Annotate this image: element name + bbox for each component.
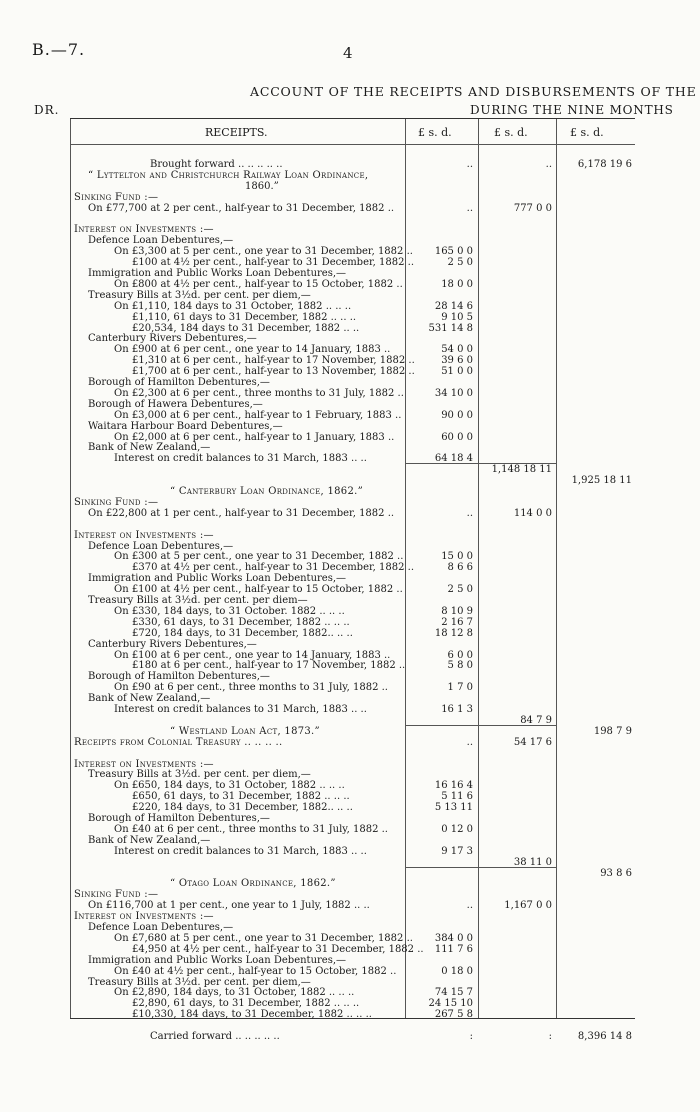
amount-c3: 6,178 19 6: [577, 159, 632, 170]
row-description: Interest on Investments :—: [74, 224, 214, 235]
row-description: £220, 184 days, to 31 December, 1882.. .. ..: [132, 802, 353, 813]
row-description: Immigration and Public Works Loan Debentures,—: [88, 955, 347, 966]
row-description: Bank of New Zealand,—: [88, 835, 211, 846]
row-description: Treasury Bills at 3½d. per cent. per diem,—: [88, 977, 311, 988]
row-description: On £100 at 6 per cent., one year to 14 January, 1883 ..: [114, 650, 391, 661]
amount-c1: ..: [466, 737, 473, 748]
subtotal-rule: [405, 867, 478, 868]
column-header-amount-3: £ s. d.: [570, 126, 604, 139]
amount-c2: 84 7 9: [520, 715, 552, 726]
account-title: ACCOUNT OF THE RECEIPTS AND DISBURSEMENTS OF THE: [250, 84, 697, 99]
row-description: Immigration and Public Works Loan Debentures,—: [88, 573, 347, 584]
row-description: £180 at 6 per cent., half-year to 17 November, 1882 ..: [132, 660, 406, 671]
row-description: £100 at 4½ per cent., half-year to 31 December, 1882 ..: [132, 257, 415, 268]
amount-c1: 24 15 10: [428, 998, 473, 1009]
amount-c1: 51 0 0: [441, 366, 473, 377]
row-description: Brought forward .. .. .. .. ..: [150, 159, 283, 170]
row-description: £330, 61 days, to 31 December, 1882 .. .. ..: [132, 617, 350, 628]
row-description: “ Lyttelton and Christchurch Railway Loan Ordinance,: [88, 170, 369, 181]
amount-c1: 2 5 0: [447, 584, 473, 595]
row-description: Canterbury Rivers Debentures,—: [88, 639, 257, 650]
row-description: £370 at 4½ per cent., half-year to 31 December, 1882 ..: [132, 562, 415, 573]
row-description: Waitara Harbour Board Debentures,—: [88, 421, 283, 432]
row-description: Carried forward .. .. .. .. ..: [150, 1031, 280, 1042]
amount-c1: 531 14 8: [428, 323, 473, 334]
row-description: Interest on credit balances to 31 March, 1883 .. ..: [114, 704, 367, 715]
row-description: Bank of New Zealand,—: [88, 442, 211, 453]
amount-c1: 18 12 8: [434, 628, 473, 639]
amount-c3: 8,396 14 8: [577, 1031, 632, 1042]
amount-c1: 74 15 7: [434, 987, 473, 998]
row-description: £1,110, 61 days to 31 December, 1882 .. .. ..: [132, 312, 357, 323]
row-description: On £90 at 6 per cent., three months to 31 July, 1882 ..: [114, 682, 388, 693]
amount-c1: :: [469, 1031, 473, 1042]
subtotal-rule: [478, 725, 556, 726]
row-description: On £2,300 at 6 per cent., three months to 31 July, 1882 ..: [114, 388, 404, 399]
row-description: Defence Loan Debentures,—: [88, 541, 234, 552]
row-description: Interest on Investments :—: [74, 530, 214, 541]
amount-c1: ..: [466, 508, 473, 519]
amount-c1: 9 10 5: [441, 312, 473, 323]
amount-c1: 384 0 0: [434, 933, 473, 944]
amount-c1: 18 0 0: [441, 279, 473, 290]
row-description: On £100 at 4½ per cent., half-year to 15 October, 1882 ..: [114, 584, 403, 595]
row-description: £720, 184 days, to 31 December, 1882.. .. ..: [132, 628, 353, 639]
subtotal-rule: [405, 725, 478, 726]
table-border-left: [70, 119, 71, 1018]
row-description: “ Otago Loan Ordinance, 1862.”: [170, 878, 336, 889]
amount-c2: 54 17 6: [513, 737, 552, 748]
row-description: On £800 at 4½ per cent., half-year to 15 October, 1882 ..: [114, 279, 403, 290]
column-divider: [556, 119, 557, 1018]
row-description: On £3,300 at 5 per cent., one year to 31 December, 1882 ..: [114, 246, 413, 257]
subtotal-rule: [478, 867, 556, 868]
amount-c1: 90 0 0: [441, 410, 473, 421]
row-description: Immigration and Public Works Loan Debentures,—: [88, 268, 347, 279]
amount-c1: 64 18 4: [434, 453, 473, 464]
amount-c1: 165 0 0: [434, 246, 473, 257]
row-description: On £7,680 at 5 per cent., one year to 31 December, 1882 ..: [114, 933, 413, 944]
amount-c2: :: [548, 1031, 552, 1042]
row-description: Defence Loan Debentures,—: [88, 235, 234, 246]
row-description: £650, 61 days, to 31 December, 1882 .. .. ..: [132, 791, 350, 802]
amount-c2: 1,148 18 11: [491, 464, 552, 475]
amount-c3: 1,925 18 11: [571, 475, 632, 486]
row-description: Interest on Investments :—: [74, 911, 214, 922]
header-rule: [70, 144, 635, 145]
row-description: 1860.”: [245, 181, 279, 192]
row-description: On £40 at 6 per cent., three months to 31 July, 1882 ..: [114, 824, 388, 835]
amount-c2: 114 0 0: [513, 508, 552, 519]
column-header-amount-2: £ s. d.: [494, 126, 528, 139]
amount-c1: 34 10 0: [434, 388, 473, 399]
amount-c1: 8 6 6: [447, 562, 473, 573]
row-description: “ Westland Loan Act, 1873.”: [170, 726, 320, 737]
row-description: Borough of Hamilton Debentures,—: [88, 671, 270, 682]
row-description: Borough of Hamilton Debentures,—: [88, 377, 270, 388]
row-description: On £2,890, 184 days, to 31 October, 1882 .. .. ..: [114, 987, 355, 998]
row-description: On £650, 184 days, to 31 October, 1882 .. .. ..: [114, 780, 345, 791]
column-header-amount-1: £ s. d.: [418, 126, 452, 139]
amount-c2: 1,167 0 0: [504, 900, 552, 911]
amount-c1: 0 12 0: [441, 824, 473, 835]
amount-c1: 54 0 0: [441, 344, 473, 355]
row-description: Sinking Fund :—: [74, 497, 159, 508]
row-description: Borough of Hamilton Debentures,—: [88, 813, 270, 824]
amount-c1: 5 8 0: [447, 660, 473, 671]
amount-c1: 5 11 6: [441, 791, 473, 802]
amount-c1: 2 16 7: [441, 617, 473, 628]
amount-c2: ..: [545, 159, 552, 170]
subtotal-rule: [478, 463, 556, 464]
row-description: Interest on credit balances to 31 March, 1883 .. ..: [114, 453, 367, 464]
amount-c2: 777 0 0: [513, 203, 552, 214]
amount-c1: 16 16 4: [434, 780, 473, 791]
page-number: 4: [343, 44, 353, 62]
row-description: On £77,700 at 2 per cent., half-year to 31 December, 1882 ..: [88, 203, 395, 214]
row-description: On £116,700 at 1 per cent., one year to 1 July, 1882 .. ..: [88, 900, 370, 911]
amount-c1: 16 1 3: [441, 704, 473, 715]
debit-label: DR.: [34, 103, 60, 117]
row-description: Borough of Hawera Debentures,—: [88, 399, 263, 410]
receipts-table: [70, 118, 635, 1042]
row-description: Defence Loan Debentures,—: [88, 922, 234, 933]
row-description: “ Canterbury Loan Ordinance, 1862.”: [170, 486, 364, 497]
amount-c1: 15 0 0: [441, 551, 473, 562]
amount-c1: ..: [466, 159, 473, 170]
row-description: Treasury Bills at 3½d. per cent. per diem,—: [88, 769, 311, 780]
column-header-receipts: RECEIPTS.: [205, 126, 268, 139]
amount-c1: 2 5 0: [447, 257, 473, 268]
row-description: £20,534, 184 days to 31 December, 1882 .. ..: [132, 323, 360, 334]
amount-c2: 38 11 0: [513, 857, 552, 868]
row-description: Receipts from Colonial Treasury .. .. .. ..: [74, 737, 283, 748]
period-label: DURING THE NINE MONTHS: [470, 103, 674, 117]
amount-c1: 6 0 0: [447, 650, 473, 661]
row-description: On £1,110, 184 days to 31 October, 1882 .. .. ..: [114, 301, 352, 312]
row-description: Sinking Fund :—: [74, 192, 159, 203]
row-description: On £22,800 at 1 per cent., half-year to 31 December, 1882 ..: [88, 508, 395, 519]
amount-c1: 8 10 9: [441, 606, 473, 617]
amount-c1: ..: [466, 900, 473, 911]
row-description: £2,890, 61 days, to 31 December, 1882 .. .. ..: [132, 998, 360, 1009]
row-description: £1,310 at 6 per cent., half-year to 17 November, 1882 ..: [132, 355, 415, 366]
amount-c1: ..: [466, 203, 473, 214]
amount-c3: 198 7 9: [593, 726, 632, 737]
row-description: On £2,000 at 6 per cent., half-year to 1 January, 1883 ..: [114, 432, 395, 443]
row-description: On £3,000 at 6 per cent., half-year to 1 February, 1883 ..: [114, 410, 402, 421]
amount-c1: 0 18 0: [441, 966, 473, 977]
row-description: On £330, 184 days, to 31 October. 1882 .. .. ..: [114, 606, 345, 617]
amount-c1: 1 7 0: [447, 682, 473, 693]
subtotal-rule: [405, 463, 478, 464]
amount-c1: 5 13 11: [434, 802, 473, 813]
row-description: On £900 at 6 per cent., one year to 14 January, 1883 ..: [114, 344, 391, 355]
column-divider: [478, 119, 479, 1018]
amount-c1: 111 7 6: [434, 944, 473, 955]
amount-c1: 267 5 8: [434, 1009, 473, 1020]
row-description: £4,950 at 4½ per cent., half-year to 31 December, 1882 ..: [132, 944, 424, 955]
row-description: Bank of New Zealand,—: [88, 693, 211, 704]
amount-c1: 28 14 6: [434, 301, 473, 312]
row-description: Interest on credit balances to 31 March, 1883 .. ..: [114, 846, 367, 857]
amount-c3: 93 8 6: [600, 868, 632, 879]
amount-c1: 39 6 0: [441, 355, 473, 366]
document-reference: B.—7.: [32, 40, 86, 59]
row-description: On £300 at 5 per cent., one year to 31 December, 1882 ..: [114, 551, 404, 562]
row-description: £1,700 at 6 per cent., half-year to 13 November, 1882 ..: [132, 366, 415, 377]
row-description: Treasury Bills at 3½d. per cent. per diem,—: [88, 290, 311, 301]
row-description: Treasury Bills at 3½d. per cent. per diem—: [88, 595, 308, 606]
amount-c1: 60 0 0: [441, 432, 473, 443]
row-description: On £40 at 4½ per cent., half-year to 15 October, 1882 ..: [114, 966, 397, 977]
row-description: £10,330, 184 days, to 31 December, 1882 .. .. ..: [132, 1009, 372, 1020]
row-description: Sinking Fund :—: [74, 889, 159, 900]
row-description: Interest on Investments :—: [74, 759, 214, 770]
row-description: Canterbury Rivers Debentures,—: [88, 333, 257, 344]
amount-c1: 9 17 3: [441, 846, 473, 857]
